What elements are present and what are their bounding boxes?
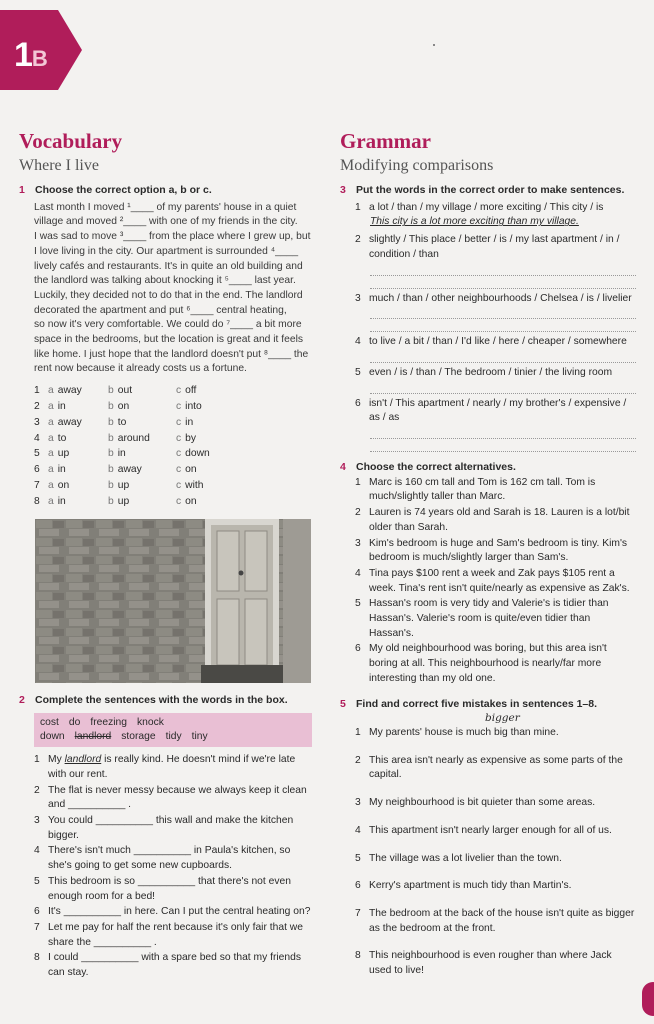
task-1-text [34,201,315,377]
answer-line [370,319,636,332]
text-line: Luckily, they decided not to do that in the end. The landlord [34,289,303,301]
option-word: around [117,432,150,444]
option-letter: b [108,432,114,444]
sentence-number: 7 [34,921,40,933]
task-2-heading: 2 Complete the sentences with the words in the box. [19,693,288,706]
sentence-text: My parents' house is much big than mine. [369,726,559,738]
option-row [34,447,315,463]
unit-number: 1B [14,36,47,74]
sentence-text: even / is / than / The bedroom / tinier / the living room [369,366,613,378]
option-letter: a [48,400,54,412]
text-line: village and moved ²____ with one of my friends in the city. [34,216,298,228]
sentence-text: There's isn't much __________ in Paula's kitchen, so she's going to get some new cupboards. [48,845,291,872]
option-word: on [57,479,70,491]
text-line: rent now because it already costs us a fortune. [34,363,247,375]
answer-lines [370,263,636,289]
sentence-text: Tina pays $100 rent a week and Zak pays $105 rent a week. Tina's rent isn't quite/nearly as expensive as Zak's. [369,567,630,594]
task-4-heading: 4 Choose the correct alternatives. [340,461,516,474]
option-letter: b [108,416,114,428]
option-letter: a [48,416,54,428]
text-line: like home. I just hope that the landlord doesn't put ⁸____ the [34,348,309,360]
sentence [355,567,636,596]
answer-lines [370,381,636,394]
example-answer: landlord [64,754,102,766]
option-c [176,384,266,400]
option-number: 6 [34,464,40,476]
option-a [48,495,108,511]
handwritten-correction: bigger [485,712,520,725]
answer-line [370,381,636,394]
text-line: the landlord was talking about knocking it ⁵____ last year. [34,275,296,287]
answer-line [370,306,636,319]
page-tab [642,982,654,1016]
option-letter: b [108,385,114,397]
sentence-text: Kerry's apartment is much tidy than Martin's. [369,880,572,892]
task-5-items [340,711,636,978]
option-number: 1 [34,385,40,397]
sentence-number: 7 [355,907,361,919]
option-c [176,400,266,416]
sentence [34,921,315,950]
option-row [34,479,315,495]
option-number: 7 [34,479,40,491]
sentence-text: The flat is never messy because we always keep it clean and __________ . [48,784,307,811]
option-word: in [117,448,126,460]
sentence [355,366,636,381]
sentence-text: Let me pay for half the rent because it's only fair that we share the __________ . [48,921,303,948]
option-b [108,447,176,463]
sentence [355,537,636,566]
task-1-heading: 1 Choose the correct option a, b or c. [19,184,212,196]
option-word: off [185,385,197,397]
option-word: on [185,464,197,476]
sentence [34,753,315,782]
word-box-word: cost [40,717,59,729]
option-word: in [57,464,66,476]
word-box [34,713,312,747]
sentence-number: 4 [355,824,361,836]
task-3-heading: 3 Put the words in the correct order to make sentences. [340,184,625,196]
option-b [108,384,176,400]
sentence [355,397,636,426]
sentence-text: The village was a lot livelier than the town. [369,852,562,864]
section-subtitle: Modifying comparisons [340,157,494,174]
sentence-text: My neighbourhood is bit quieter than some areas. [369,797,596,809]
answer-line [370,350,636,363]
word-box-word: knock down [40,717,164,743]
option-word: down [185,448,210,460]
sentence-number: 6 [34,906,40,918]
sentence-number: 6 [355,397,361,409]
example-answer: This city is a lot more exciting than my village. [370,216,579,228]
sentence-text: This bedroom is so __________ that there's not even enough room for a bed! [48,875,291,902]
option-word: in [185,416,194,428]
option-letter: c [176,448,182,460]
sentence-number: 1 [355,726,361,738]
option-c [176,416,266,432]
sentence-number: 3 [355,537,361,549]
door-photo [35,519,311,683]
sentence-number: 5 [355,366,361,378]
answer-lines [370,350,636,363]
sentence-text: Lauren is 74 years old and Sarah is 18. Lauren is a lot/bit older than Sarah. [369,507,630,533]
option-a [48,416,108,432]
option-a [48,400,108,416]
sentence-number: 4 [34,845,40,857]
sentence-text: It's __________ in here. Can I put the central heating on? [48,906,311,918]
option-a [48,447,108,463]
option-word: away [57,385,82,397]
sentence [355,852,636,867]
sentence-number: 6 [355,880,361,892]
option-word: in [57,400,66,412]
sentence-text: to live / a bit / than / I'd like / here / cheaper / somewhere [369,336,627,348]
text-line: Last month I moved ¹____ of my parents' house in a quiet [34,201,297,213]
text-part: is really kind. He doesn't mind if we're late with our rent. [48,754,296,780]
sentence [355,506,636,535]
sentence [355,949,636,978]
sentence-number: 8 [34,952,40,964]
option-word: on [185,495,197,507]
option-c [176,479,266,495]
sentence [355,879,636,894]
option-number: 4 [34,432,40,444]
option-word: in [57,495,66,507]
sentence [355,201,636,216]
text-line: lively cafés and restaurants. It's in quite an old building and [34,260,303,272]
option-row [34,463,315,479]
sentence-number: 1 [34,754,40,766]
text-line: space in the bedrooms, but the location is great and it feels [34,334,304,346]
option-word: away [117,464,142,476]
option-word: into [185,400,202,412]
word-box-word: tiny [191,731,208,743]
sentence [355,233,636,262]
option-word: up [117,495,130,507]
text-line: so now it's very comfortable. We could do ⁷____ a bit more [34,319,302,331]
sentence [355,796,636,811]
option-number: 5 [34,448,40,460]
option-word: on [117,400,130,412]
sentence-number: 3 [34,815,40,827]
option-letter: b [108,464,114,476]
sentence [34,784,315,813]
sentence-text: My old neighbourhood was boring, but this area isn't boring at all. This neighbourhood is nearly/far more interesting than my old one. [369,643,607,684]
task-4-items [340,476,636,687]
sentence [355,476,636,505]
option-letter: c [176,464,182,476]
answer-line [370,426,636,439]
sentence-text: You could __________ this wall and make the kitchen bigger. [48,815,294,841]
option-row [34,416,315,432]
sentence [34,814,315,843]
word-box-word: storage [121,731,156,743]
option-number: 2 [34,400,40,412]
option-row [34,495,315,511]
sentence [355,292,636,307]
sentence-number: 5 [355,598,361,610]
option-b [108,400,176,416]
text-line: decorated the apartment and put ⁶____ central heating, [34,304,287,316]
option-number: 8 [34,495,40,507]
sentence [355,642,636,686]
sentence [355,726,636,741]
option-b [108,495,176,511]
task-1-options [34,384,315,510]
sentence-text: Hassan's room is very tidy and Valerie's is tidier than Hassan's. Valerie's room is quite/even tidier than Hassan's. [369,598,609,639]
option-letter: b [108,448,114,460]
option-word: away [57,416,82,428]
sentence-number: 3 [355,292,361,304]
sentence-number: 3 [355,797,361,809]
sentence [355,754,636,783]
option-a [48,384,108,400]
sentence-text: a lot / than / my village / more exciting / This city / is [369,201,604,213]
sentence [355,824,636,839]
task-5-heading: 5 Find and correct five mistakes in sentences 1–8. [340,697,598,710]
option-letter: a [48,495,54,507]
option-letter: c [176,385,182,397]
option-b [108,463,176,479]
text-line: I love living in the city. Our apartment is surrounded ⁴____ [34,245,299,257]
word-box-word: tidy [165,731,182,743]
option-word: by [185,432,197,444]
sentence [34,905,315,920]
answer-line [370,276,636,289]
option-letter: a [48,464,54,476]
option-word: to [57,432,67,444]
sentence-text: I could __________ with a spare bed so that my friends can stay. [48,952,302,979]
sentence-number: 4 [355,336,361,348]
sentence-number: 6 [355,643,361,655]
option-letter: c [176,416,182,428]
sentence-text: This neighbourhood is even rougher than where Jack used to live! [369,950,612,977]
answer-line [370,263,636,276]
text-part: My [48,754,65,766]
sentence [355,335,636,350]
sentence [34,844,315,873]
option-word: out [117,385,133,397]
sentence-number: 2 [355,234,361,246]
option-letter: a [48,385,54,397]
option-letter: b [108,400,114,412]
sentence [355,597,636,641]
sentence-number: 1 [355,201,361,213]
section-title: Grammar [340,129,431,153]
grammar-column [340,128,636,992]
option-letter: c [176,479,182,491]
option-c [176,432,266,448]
option-b [108,432,176,448]
sentence-text: The bedroom at the back of the house isn't quite as bigger as the bedroom at the front. [369,907,635,934]
option-row [34,432,315,448]
option-b [108,479,176,495]
unit-badge [0,10,82,90]
task-3-items [340,201,636,452]
speck [433,44,435,46]
option-c [176,463,266,479]
option-c [176,495,266,511]
option-word: up [117,479,130,491]
option-a [48,432,108,448]
option-a [48,479,108,495]
option-letter: a [48,432,54,444]
sentence-text: This area isn't nearly as expensive as some parts of the capital. [369,754,623,781]
option-letter: c [176,400,182,412]
sentence-number: 2 [355,754,361,766]
option-letter: c [176,432,182,444]
answer-lines [370,306,636,332]
sentence-text: Kim's bedroom is huge and Sam's bedroom is tiny. Kim's bedroom is much/slightly larger than Sam's. [369,537,628,564]
word-box-word: do [68,717,81,729]
sentence [34,875,315,904]
word-box-word: landlord [74,731,112,743]
vocabulary-column [19,128,315,982]
option-letter: a [48,448,54,460]
task-2-items [19,753,315,981]
sentence-number: 4 [355,567,361,579]
sentence-number: 8 [355,950,361,962]
sentence-text: This apartment isn't nearly larger enough for all of us. [369,824,612,836]
sentence-text: much / than / other neighbourhoods / Chelsea / is / livelier [369,292,632,304]
option-b [108,416,176,432]
section-subtitle: Where I live [19,157,99,174]
option-letter: b [108,479,114,491]
option-row [34,384,315,400]
sentence-number: 1 [355,476,361,488]
option-letter: c [176,495,182,507]
sentence-number: 2 [34,784,40,796]
option-a [48,463,108,479]
sentence [355,907,636,936]
sentence-number: 5 [34,875,40,887]
option-letter: a [48,479,54,491]
sentence-text: Marc is 160 cm tall and Tom is 162 cm tall. Tom is much/slightly taller than Marc. [369,476,596,503]
answer-line [370,439,636,452]
sentence [34,951,315,980]
sentence-number: 5 [355,852,361,864]
option-word: to [117,416,127,428]
option-word: up [57,448,70,460]
word-box-word: freezing [90,717,127,729]
option-c [176,447,266,463]
section-title: Vocabulary [19,129,123,153]
sentence-text: isn't / This apartment / nearly / my brother's / expensive / as / as [369,397,627,424]
sentence-text: slightly / This place / better / is / my last apartment / in / condition / than [369,234,620,260]
option-row [34,400,315,416]
option-letter: b [108,495,114,507]
sentence-number: 2 [355,507,361,519]
option-number: 3 [34,416,40,428]
sentence-text [48,753,315,782]
text-line: I was sad to move ³____ from the place where I grew up, but [34,231,311,243]
option-word: with [185,479,204,491]
answer-lines [370,426,636,452]
